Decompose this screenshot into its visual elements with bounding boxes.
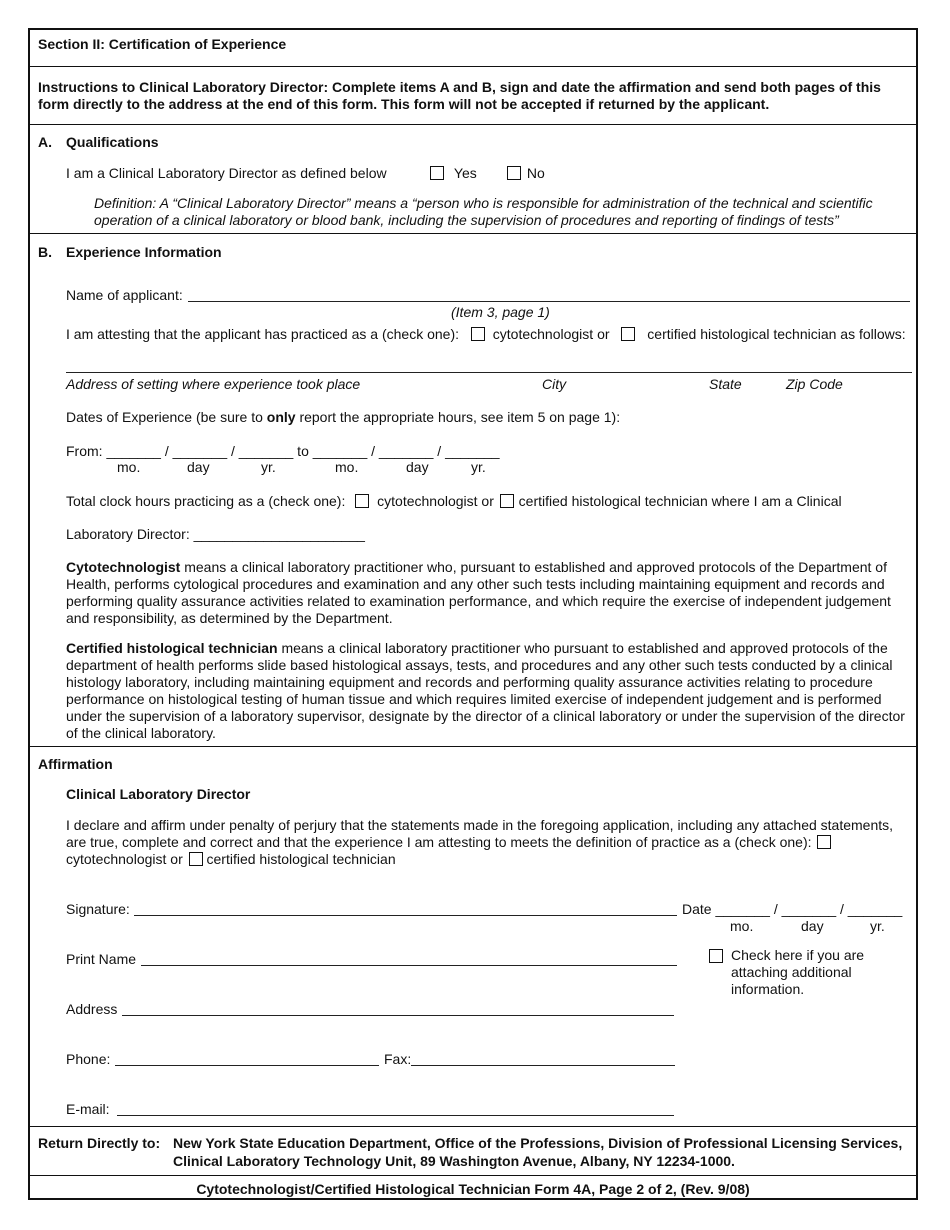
- dates-instruction: [66, 409, 620, 425]
- from-mo-label: mo.: [117, 459, 141, 475]
- divider: [30, 746, 916, 747]
- attest-text: I am attesting that the applicant has practiced as a (check one):: [66, 326, 459, 342]
- experience-heading: Experience Information: [66, 244, 222, 260]
- section-b-letter: B.: [38, 244, 52, 260]
- total-histo-label: certified histological technician where I am a Clinical: [518, 493, 842, 509]
- cytotechnologist-definition: [66, 559, 916, 627]
- additional-info-note: Check here if you are attaching additional information.: [731, 947, 865, 997]
- signature-label: Signature:: [66, 901, 130, 917]
- affirmation-text: [66, 817, 916, 868]
- section-title: Section II: Certification of Experience: [38, 36, 287, 52]
- dates-text-bold: only: [266, 409, 296, 425]
- dates-text-pre: Dates of Experience (be sure to: [66, 409, 267, 425]
- total-hours-row: [66, 493, 842, 509]
- divider: [30, 233, 916, 234]
- zip-label: Zip Code: [786, 376, 843, 392]
- affirmation-heading: Affirmation: [38, 756, 113, 772]
- phone-label: Phone:: [66, 1051, 111, 1067]
- affirm-histo-label: certified histological technician: [206, 851, 396, 867]
- sig-mo-text: mo.: [730, 918, 754, 934]
- email-label: E-mail:: [66, 1101, 110, 1117]
- divider: [30, 124, 916, 125]
- affirm-cyto-label: cytotechnologist or: [66, 851, 183, 867]
- no-checkbox[interactable]: [507, 166, 521, 180]
- additional-info-checkbox[interactable]: [709, 949, 723, 963]
- cyto-term: Cytotechnologist: [66, 559, 181, 575]
- signature-field[interactable]: [134, 915, 677, 916]
- return-address-line2: Clinical Laboratory Technology Unit, 89 Washington Avenue, Albany, NY 12234-1000.: [173, 1153, 735, 1169]
- return-label: Return Directly to:: [38, 1135, 161, 1151]
- attest-histo-checkbox[interactable]: [621, 327, 635, 341]
- attest-histo-label: certified histological technician as follows:: [647, 326, 906, 342]
- sig-day-text: day: [801, 918, 824, 934]
- print-name-label: Print Name: [66, 951, 137, 967]
- from-day-label: day: [187, 459, 210, 475]
- attest-row: [66, 326, 906, 342]
- director-question: I am a Clinical Laboratory Director as defined below: [66, 165, 387, 181]
- applicant-name-label: Name of applicant:: [66, 287, 183, 303]
- applicant-name-field[interactable]: [188, 301, 910, 302]
- sig-date-mo: [730, 918, 753, 934]
- total-cyto-checkbox[interactable]: [355, 494, 369, 508]
- to-day-label: day: [406, 459, 429, 475]
- no-label: No: [526, 165, 545, 181]
- form-footer: Cytotechnologist/Certified Histological Technician Form 4A, Page 2 of 2, (Rev. 9/08): [196, 1181, 750, 1197]
- fax-label: Fax:: [384, 1051, 412, 1067]
- attest-cyto-checkbox[interactable]: [471, 327, 485, 341]
- qualifications-heading: Qualifications: [66, 134, 159, 150]
- histotechnician-definition: [66, 640, 916, 742]
- total-histo-checkbox[interactable]: [500, 494, 514, 508]
- state-label: State: [709, 376, 742, 392]
- phone-field[interactable]: [115, 1065, 379, 1066]
- return-address-line1: New York State Education Department, Office of the Professions, Division of Professional Licensing Services,: [173, 1135, 903, 1151]
- to-mo-label: mo.: [335, 459, 359, 475]
- section-a-letter: A.: [38, 134, 52, 150]
- yes-option: [430, 165, 477, 181]
- total-hours-text: Total clock hours practicing as a (check one):: [66, 493, 346, 509]
- cyto-def-text: means a clinical laboratory practitioner who, pursuant to established and approved protocols of the Department of Health, performs cytological procedures and examination and any other such tests including maintaining equipment and records and performing quality assurance activities related to examination performance, and which require the exercise of independent judgement and responsibility, as determined by the Department.: [66, 559, 891, 626]
- affirmation-subtitle: Clinical Laboratory Director: [66, 786, 251, 802]
- fax-field[interactable]: [411, 1065, 675, 1066]
- city-label: City: [542, 376, 567, 392]
- yes-label: Yes: [453, 165, 477, 181]
- divider: [30, 1126, 916, 1127]
- address-label: Address of setting where experience took place: [66, 376, 361, 392]
- instructions: Instructions to Clinical Laboratory Director: Complete items A and B, sign and date the affirmation and send both pages of this form directly to the address at the end of this form. This form will not be accepted if returned by the applicant.: [38, 79, 881, 112]
- yes-checkbox[interactable]: [430, 166, 444, 180]
- sig-date-yr: [870, 918, 885, 934]
- histo-def-text: means a clinical laboratory practitioner who pursuant to established and approved protocols of the department of health performs slide based histological assays, tests, and procedures and any other such tests conducted by a clinical histology laboratory, including maintaining equipment and records and performing quality assurance activities relating to procedure performance on histological testing of human tissue and which requires limited exercise of independent judgement and is performed under the supervision of a laboratory supervisor, designate by the director of a clinical laboratory or under the supervision of the director of the clinical laboratory.: [66, 640, 905, 741]
- lab-director-field[interactable]: Laboratory Director: ______________________: [66, 526, 365, 542]
- attest-cyto-label: cytotechnologist or: [492, 326, 610, 342]
- from-yr-label: yr.: [261, 459, 276, 475]
- sig-date-day: [801, 918, 824, 934]
- applicant-name-note: (Item 3, page 1): [451, 304, 550, 320]
- email-field[interactable]: [117, 1115, 674, 1116]
- to-yr-label: yr.: [471, 459, 486, 475]
- affirm-cyto-checkbox[interactable]: [817, 835, 831, 849]
- print-name-field[interactable]: [141, 965, 677, 966]
- additional-info-checkbox-wrap: [709, 948, 723, 964]
- address-field[interactable]: [66, 372, 912, 373]
- signature-date-field[interactable]: Date _______ / _______ / _______: [682, 901, 903, 917]
- form-page: [28, 28, 918, 1200]
- address-sig-field[interactable]: [122, 1015, 674, 1016]
- sig-yr-text: yr.: [870, 918, 885, 934]
- from-to-fields[interactable]: From: _______ / _______ / _______ to _______ / _______ / _______: [66, 443, 500, 459]
- dates-text-post: report the appropriate hours, see item 5 on page 1):: [295, 409, 621, 425]
- affirm-histo-checkbox[interactable]: [189, 852, 203, 866]
- address-sig-label: Address: [66, 1001, 118, 1017]
- histo-term: Certified histological technician: [66, 640, 278, 656]
- divider: [30, 66, 916, 67]
- no-option: [507, 165, 545, 181]
- affirmation-statement: I declare and affirm under penalty of perjury that the statements made in the foregoing application, including any attached statements, are true, complete and correct and that the experience I am attesting to meets the definition of practice as a (check one):: [66, 817, 894, 850]
- director-definition: Definition: A “Clinical Laboratory Director” means a “person who is responsible for administration of the technical and scientific operation of a clinical laboratory or blood bank, including the supervision of procedures and reporting of findings of tests”: [94, 195, 873, 228]
- divider: [30, 1175, 916, 1176]
- total-cyto-label: cytotechnologist or: [377, 493, 494, 509]
